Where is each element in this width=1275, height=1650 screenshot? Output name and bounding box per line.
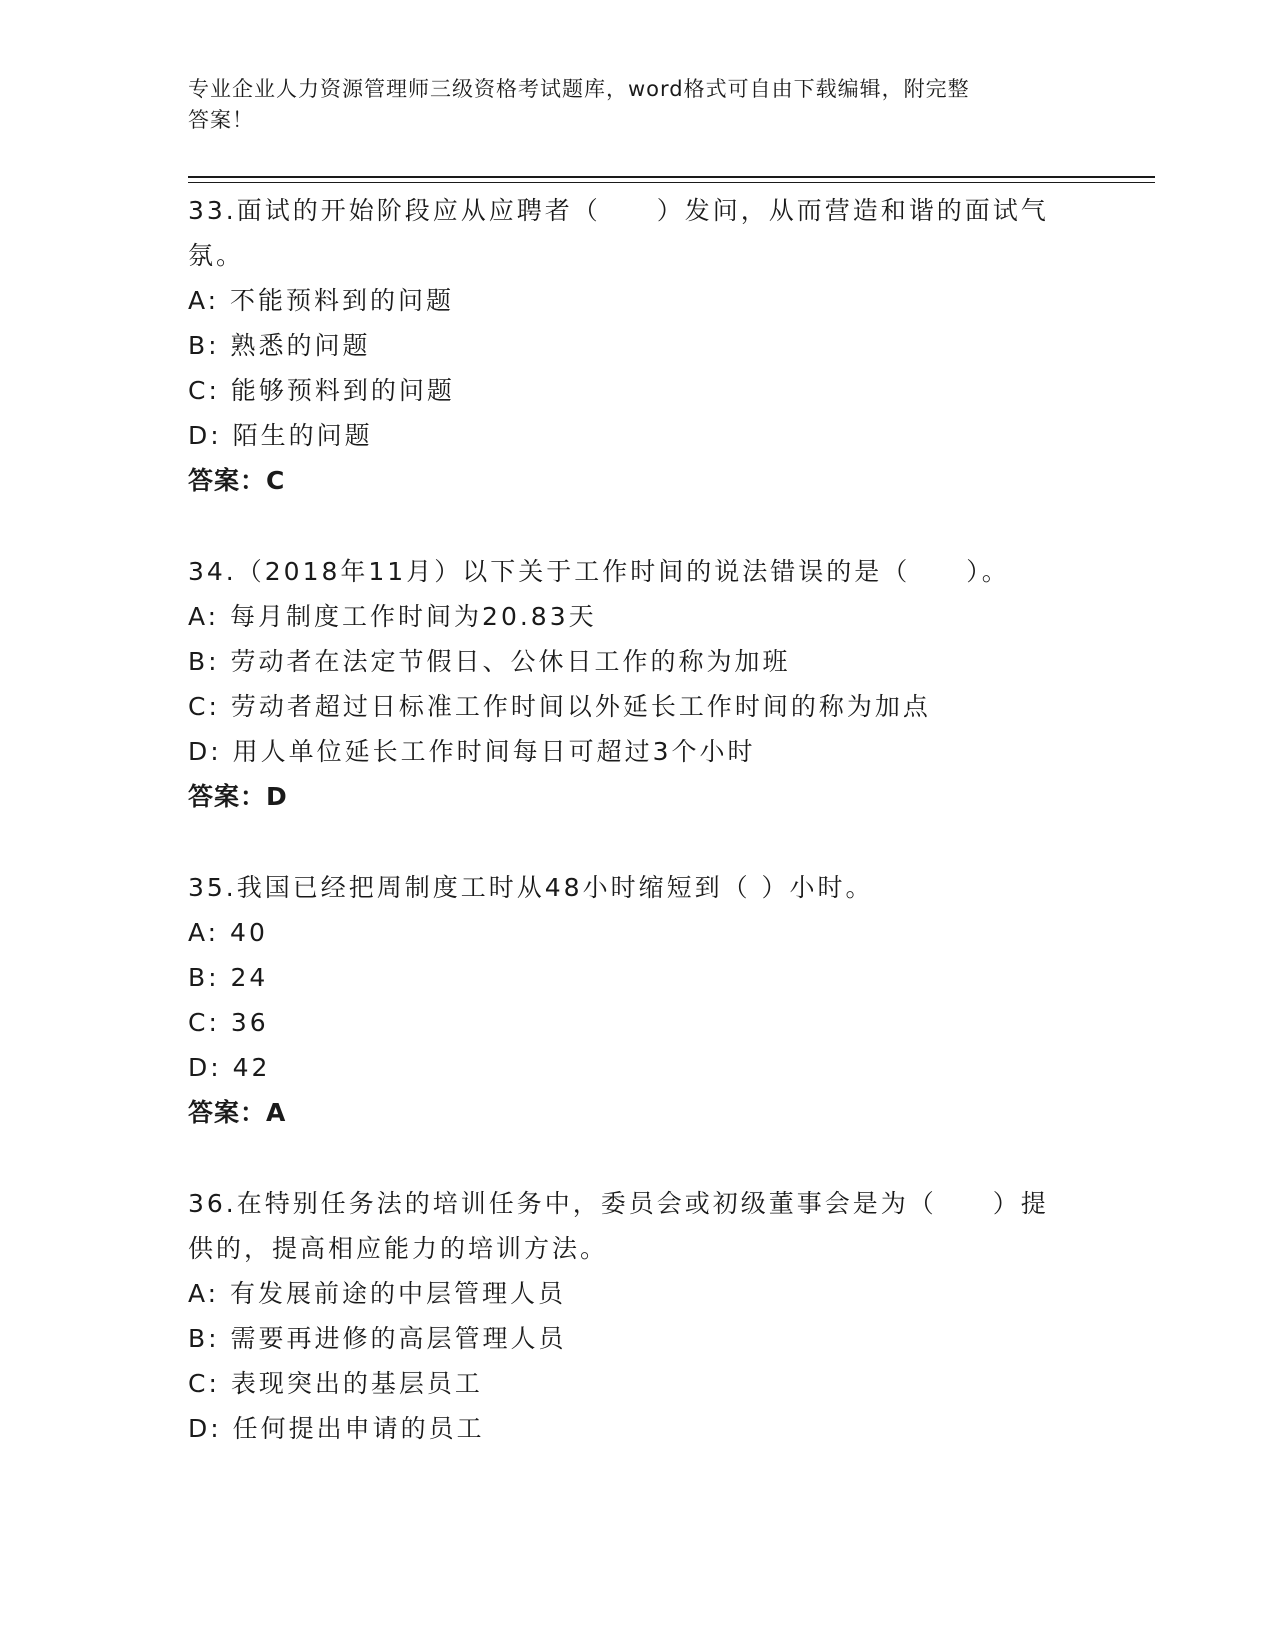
question-stem-line: 氛。 [188, 241, 245, 270]
option-a: A: 每月制度工作时间为20.83天 [188, 602, 597, 631]
option-a: A: 40 [188, 918, 268, 947]
option-a: A: 不能预料到的问题 [188, 286, 455, 315]
header-line-2: 答案！ [188, 108, 254, 132]
question-stem-line: 33.面试的开始阶段应从应聘者（ ）发问，从而营造和谐的面试气 [188, 196, 1049, 225]
header-divider-thick [188, 176, 1155, 178]
option-d: D: 42 [188, 1053, 271, 1082]
option-d: D: 陌生的问题 [188, 421, 373, 450]
option-d: D: 任何提出申请的员工 [188, 1414, 485, 1443]
question-stem-line: 34.（2018年11月）以下关于工作时间的说法错误的是（ ）。 [188, 557, 1010, 586]
option-c: C: 表现突出的基层员工 [188, 1369, 483, 1398]
question-stem-line: 供的，提高相应能力的培训方法。 [188, 1234, 609, 1263]
question-35 [188, 865, 1088, 1135]
option-c: C: 36 [188, 1008, 269, 1037]
question-34 [188, 549, 1088, 819]
question-stem-line: 35.我国已经把周制度工时从48小时缩短到（ ）小时。 [188, 873, 874, 902]
option-a: A: 有发展前途的中层管理人员 [188, 1279, 567, 1308]
answer-text: 答案：C [188, 466, 286, 495]
option-b: B: 劳动者在法定节假日、公休日工作的称为加班 [188, 647, 791, 676]
option-b: B: 熟悉的问题 [188, 331, 371, 360]
option-b: B: 24 [188, 963, 269, 992]
option-c: C: 能够预料到的问题 [188, 376, 455, 405]
question-33 [188, 188, 1088, 503]
question-spacer [188, 503, 1088, 549]
header-line-1: 专业企业人力资源管理师三级资格考试题库，word格式可自由下载编辑，附完整 [188, 77, 970, 101]
answer-text: 答案：A [188, 1098, 287, 1127]
document-header [188, 74, 1068, 136]
question-36 [188, 1181, 1088, 1451]
option-b: B: 需要再进修的高层管理人员 [188, 1324, 567, 1353]
option-c: C: 劳动者超过日标准工作时间以外延长工作时间的称为加点 [188, 692, 931, 721]
option-d: D: 用人单位延长工作时间每日可超过3个小时 [188, 737, 756, 766]
question-spacer [188, 819, 1088, 865]
question-spacer [188, 1135, 1088, 1181]
question-stem-line: 36.在特别任务法的培训任务中，委员会或初级董事会是为（ ）提 [188, 1189, 1049, 1218]
header-divider-thin [188, 182, 1155, 183]
question-list [188, 188, 1088, 1451]
answer-text: 答案：D [188, 782, 288, 811]
